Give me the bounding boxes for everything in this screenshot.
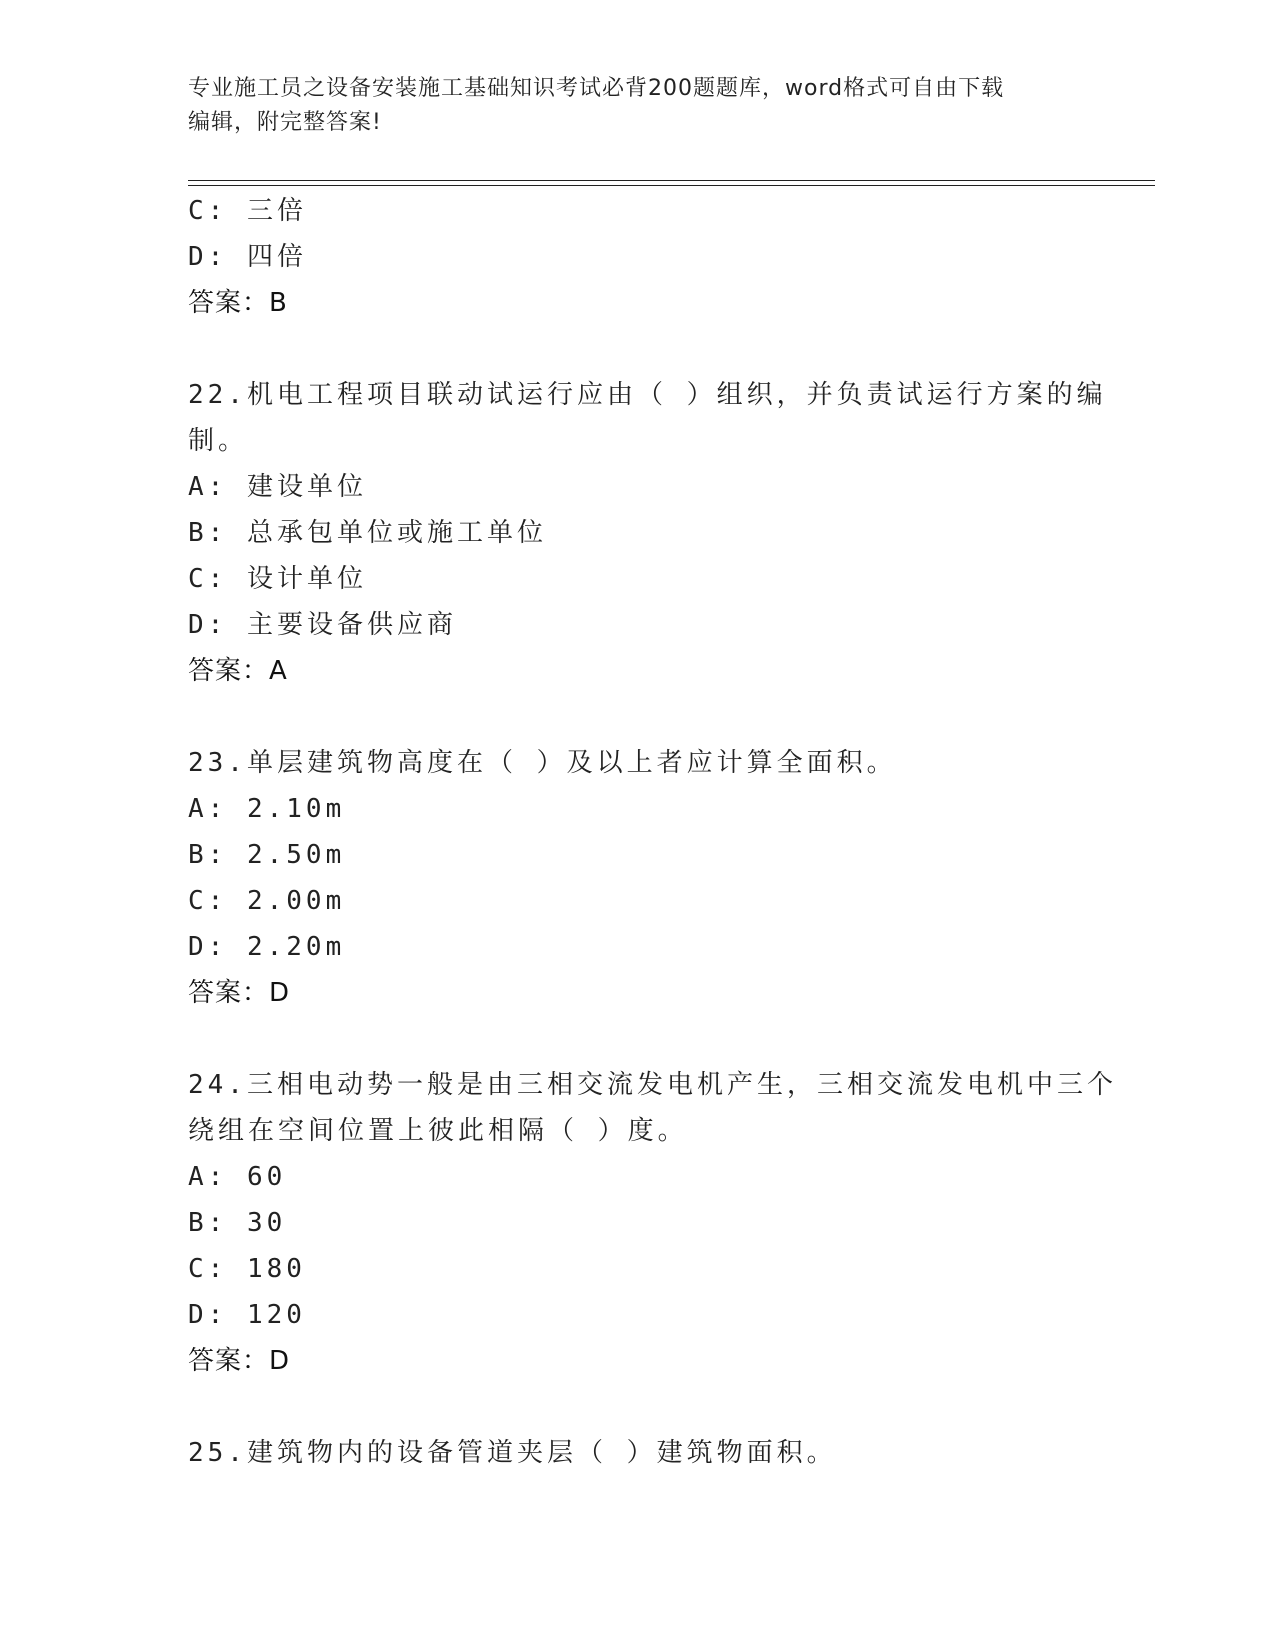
option-c: C: 180 (188, 1254, 306, 1284)
option-a: A: 2.10m (188, 794, 346, 824)
header-divider-bottom (188, 185, 1155, 186)
option-d: D: 主要设备供应商 (188, 610, 457, 640)
question-24 (188, 1062, 1148, 1384)
question-text-line: 绕组在空间位置上彼此相隔（ ）度。 (188, 1116, 688, 1146)
option-d: D: 2.20m (188, 932, 346, 962)
question-text-line: 23.单层建筑物高度在（ ）及以上者应计算全面积。 (188, 748, 897, 778)
header-line-1: 专业施工员之设备安装施工基础知识考试必背200题题库，word格式可自由下载 (188, 76, 1005, 101)
header-line-2: 编辑，附完整答案! (188, 110, 382, 135)
option-b: B: 30 (188, 1208, 287, 1238)
question-text-line: 24.三相电动势一般是由三相交流发电机产生，三相交流发电机中三个 (188, 1070, 1117, 1100)
option-c: C: 2.00m (188, 886, 346, 916)
question-22 (188, 372, 1148, 694)
option-a: A: 60 (188, 1162, 287, 1192)
option-d: D: 120 (188, 1300, 306, 1330)
option-c: C: 三倍 (188, 196, 307, 226)
question-text-line: 25.建筑物内的设备管道夹层（ ）建筑物面积。 (188, 1438, 837, 1468)
question-spacer (188, 694, 1148, 740)
header-divider-top (188, 180, 1155, 181)
question-21-tail (188, 188, 1148, 326)
answer-line: 答案：D (188, 978, 291, 1008)
question-spacer (188, 326, 1148, 372)
option-b: B: 总承包单位或施工单位 (188, 518, 547, 548)
question-list (188, 188, 1148, 1476)
question-23 (188, 740, 1148, 1016)
option-b: B: 2.50m (188, 840, 346, 870)
question-text-line: 制。 (188, 426, 249, 456)
option-c: C: 设计单位 (188, 564, 367, 594)
answer-line: 答案：A (188, 656, 288, 686)
answer-line: 答案：B (188, 288, 288, 318)
answer-line: 答案：D (188, 1346, 291, 1376)
question-text-line: 22.机电工程项目联动试运行应由（ ）组织，并负责试运行方案的编 (188, 380, 1107, 410)
question-spacer (188, 1384, 1148, 1430)
document-header (188, 72, 1088, 140)
question-spacer (188, 1016, 1148, 1062)
option-d: D: 四倍 (188, 242, 307, 272)
option-a: A: 建设单位 (188, 472, 367, 502)
question-25 (188, 1430, 1148, 1476)
